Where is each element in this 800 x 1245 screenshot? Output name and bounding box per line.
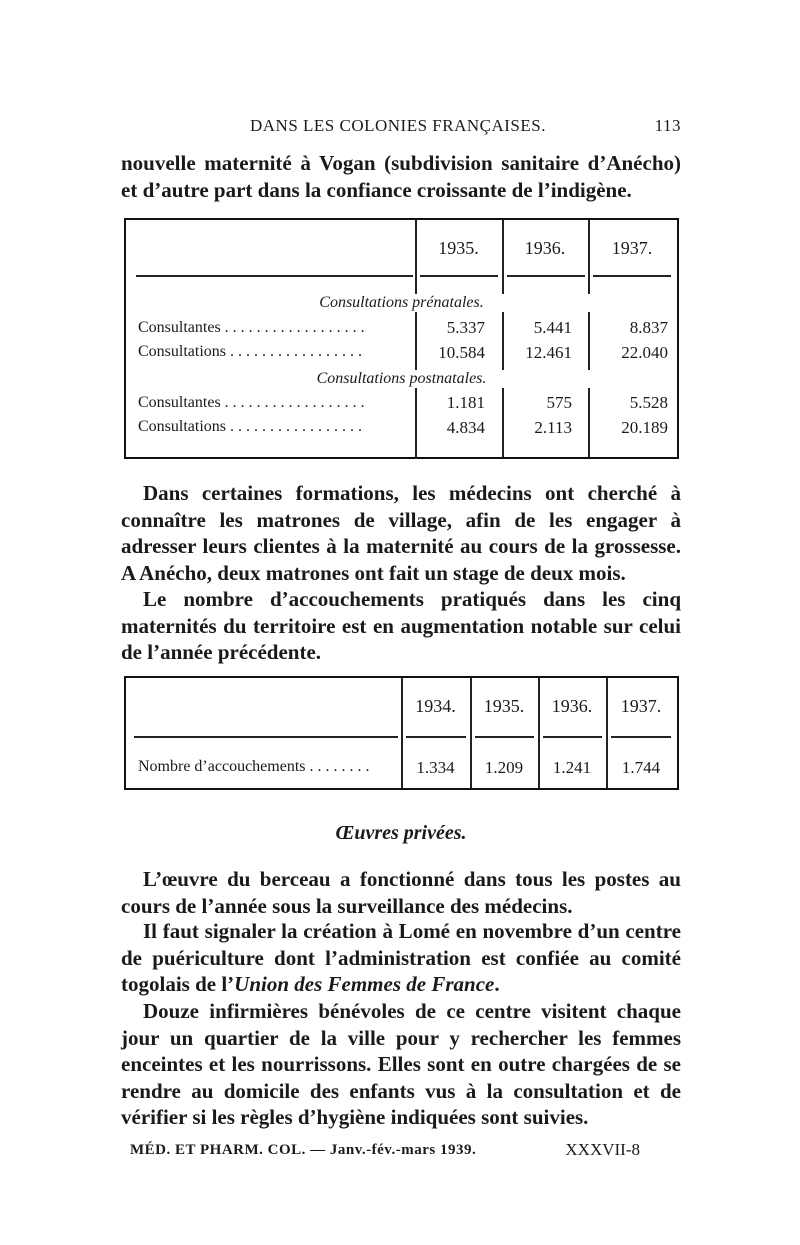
table-cell: 20.189 — [621, 418, 668, 437]
section-caption-prenatal: Consultations prénatales. — [126, 294, 677, 312]
year-header: 1937. — [611, 238, 653, 258]
paragraph-6: Douze infirmières bénévoles de ce centre visitent chaque jour un quartier de la ville pour y rechercher les femmes enceintes et les nourrissons. Elles sont en outre chargées de se rendre au domicile des enfants vus à la consultation et de vérifier si les règles d’hygiène indiquées sont suivies. — [121, 999, 681, 1129]
table-cell: 1.209 — [484, 758, 524, 777]
year-header: 1937. — [620, 696, 662, 716]
running-head — [125, 116, 681, 140]
births-table — [124, 676, 679, 790]
table-cell: 5.337 — [446, 318, 485, 337]
table-cell: 10.584 — [438, 343, 485, 362]
section-heading: Œuvres privées. — [335, 822, 467, 844]
year-header: 1935. — [483, 696, 525, 716]
paragraph-1: nouvelle maternité à Vogan (subdivision sanitaire d’Anécho) et d’autre part dans la confiance croissante de l’indigène. — [121, 151, 681, 202]
table-cell: 575 — [546, 393, 572, 412]
table-cell: 12.461 — [525, 343, 572, 362]
table-cell: 22.040 — [621, 343, 668, 362]
signature-mark: XXXVII-8 — [565, 1140, 640, 1159]
paragraph-2: Dans certaines formations, les médecins ont cherché à connaître les matrones de village, afin de les engager à adresser leurs clientes à la maternité au cours de la grossesse. A Anécho, deux matrones ont fait un stage de deux mois. — [121, 481, 681, 585]
footer — [130, 1140, 680, 1164]
table-cell: 1.744 — [621, 758, 661, 777]
table-cell: 1.334 — [416, 758, 455, 777]
page-number: 113 — [654, 116, 681, 135]
row-label: Consultantes . . . . . . . . . . . . . . . . . . — [138, 319, 365, 336]
paragraph-5: Il faut signaler la création à Lomé en novembre d’un centre de puériculture dont l’administration est confiée au comité togolais de l’Union des Femmes de France. — [121, 919, 681, 996]
year-header: 1936. — [551, 696, 593, 716]
running-title: DANS LES COLONIES FRANÇAISES. — [250, 116, 546, 135]
year-header: 1936. — [524, 238, 566, 258]
table-cell: 1.181 — [446, 393, 485, 412]
table-cell: 4.834 — [446, 418, 485, 437]
year-header: 1935. — [438, 238, 479, 258]
organization-name: Union des Femmes de France — [234, 972, 495, 996]
table-cell: 5.528 — [629, 393, 668, 412]
row-label: Consultations . . . . . . . . . . . . . . . . . — [138, 343, 363, 360]
row-label: Consultantes . . . . . . . . . . . . . . . . . . — [138, 394, 365, 411]
table-cell: 1.241 — [552, 758, 592, 777]
section-caption-postnatal: Consultations postnatales. — [126, 370, 677, 388]
paragraph-3: Le nombre d’accouchements pratiqués dans les cinq maternités du territoire est en augmentation notable sur celui de l’année précédente. — [121, 587, 681, 664]
journal-reference: MÉD. ET PHARM. COL. — Janv.-fév.-mars 1939. — [130, 1142, 477, 1158]
row-label: Nombre d’accouchements . . . . . . . . — [138, 758, 370, 775]
consultations-table — [124, 218, 679, 459]
table-cell: 5.441 — [533, 318, 572, 337]
year-header: 1934. — [415, 696, 456, 716]
table-cell: 8.837 — [629, 318, 668, 337]
table-cell: 2.113 — [534, 418, 572, 437]
row-label: Consultations . . . . . . . . . . . . . . . . . — [138, 418, 363, 435]
paragraph-4: L’œuvre du berceau a fonctionné dans tous les postes au cours de l’année sous la surveillance des médecins. — [121, 867, 681, 918]
